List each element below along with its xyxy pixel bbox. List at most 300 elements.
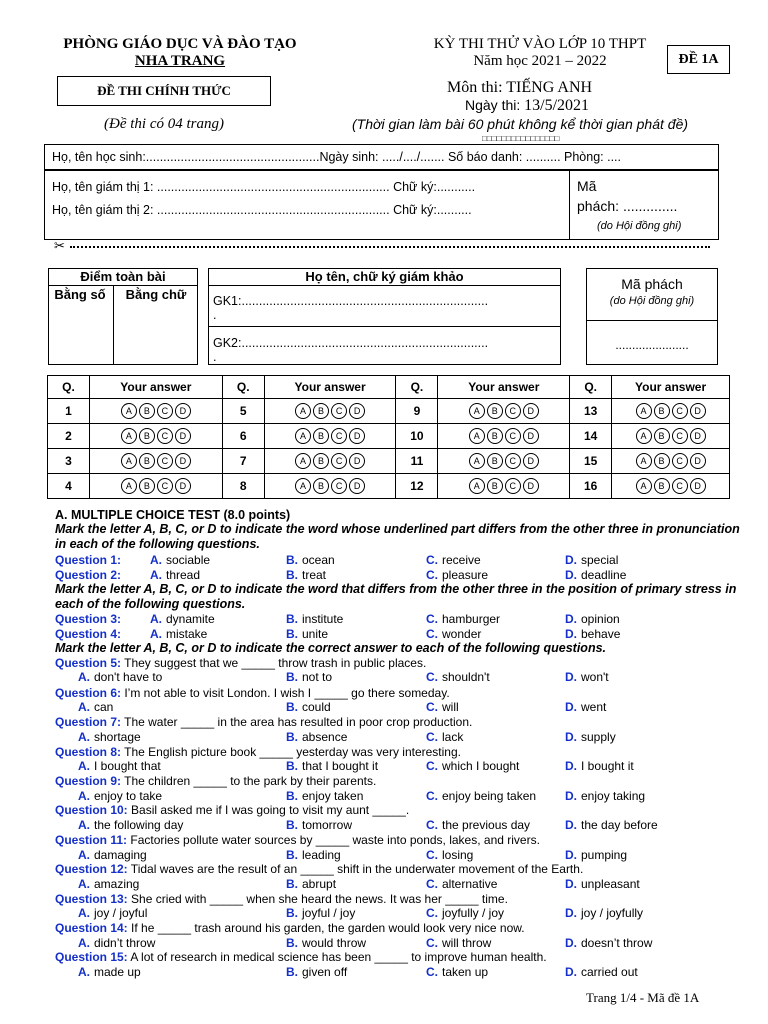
option-d[interactable]: [565, 568, 626, 582]
option-letter: D.: [565, 700, 577, 714]
option-letter: A.: [78, 670, 90, 684]
option-text: alternative: [442, 877, 498, 891]
question-4: [55, 627, 121, 641]
option-d[interactable]: [565, 877, 640, 891]
question-6: [55, 686, 450, 700]
option-letter: B.: [286, 627, 298, 641]
option-letter: C.: [426, 877, 438, 891]
answer-sheet-header: Q. Your answer Q. Your answer Q. Your answer Q. Your answer: [48, 376, 730, 399]
answer-bubble-a[interactable]: A: [469, 453, 485, 469]
answer-bubble-b[interactable]: B: [487, 428, 503, 444]
option-text: will: [442, 700, 459, 714]
option-text: joyfully / joy: [442, 906, 505, 920]
option-text: tomorrow: [302, 818, 353, 832]
option-letter: C.: [426, 670, 438, 684]
answer-bubbles: [438, 424, 570, 449]
option-b[interactable]: [286, 965, 347, 979]
option-b[interactable]: [286, 759, 378, 773]
school-year: Năm học 2021 – 2022: [473, 53, 607, 69]
question-9: [55, 774, 376, 788]
question-number: 15: [570, 449, 612, 474]
answer-bubble-c[interactable]: C: [672, 453, 688, 469]
question-text: She cried with _____ when she heard the news. It was her _____ time.: [127, 892, 508, 906]
option-text: pumping: [581, 848, 628, 862]
answer-bubble-b[interactable]: B: [654, 428, 670, 444]
answer-bubble-a[interactable]: A: [121, 478, 137, 494]
option-c[interactable]: [426, 818, 530, 832]
answer-bubble-c[interactable]: C: [505, 478, 521, 494]
answer-bubble-c[interactable]: C: [331, 403, 347, 419]
answer-bubble-b[interactable]: B: [487, 478, 503, 494]
question-3: [55, 612, 121, 626]
question-label: Question 11:: [55, 833, 128, 847]
option-a[interactable]: [78, 877, 139, 891]
question-8: [55, 745, 461, 759]
option-letter: B.: [286, 848, 298, 862]
answer-sheet: [47, 375, 730, 499]
option-d[interactable]: [565, 700, 606, 714]
option-c[interactable]: [426, 965, 488, 979]
examiners-label: Họ tên, chữ ký giám khảo: [305, 269, 464, 284]
cut-line: [70, 246, 710, 248]
option-c[interactable]: [426, 670, 490, 684]
answer-bubbles: [612, 399, 730, 424]
answer-bubble-d[interactable]: D: [349, 478, 365, 494]
question-label: Question 2:: [55, 568, 122, 582]
option-b[interactable]: [286, 612, 343, 626]
option-b[interactable]: [286, 906, 355, 920]
answer-bubbles: [264, 474, 396, 499]
supervisor-2-field[interactable]: Họ, tên giám thị 2: ................................................................... Chữ ký:..........: [52, 203, 472, 217]
option-letter: C.: [426, 818, 438, 832]
answer-bubble-a[interactable]: A: [636, 478, 652, 494]
answer-bubble-b[interactable]: B: [487, 453, 503, 469]
question-number: 2: [48, 424, 90, 449]
question-5: [55, 656, 426, 670]
question-number: 11: [396, 449, 438, 474]
answer-bubble-c[interactable]: C: [331, 453, 347, 469]
answer-bubble-c[interactable]: C: [157, 428, 173, 444]
option-letter: A.: [78, 848, 90, 862]
answer-bubble-d[interactable]: D: [523, 453, 539, 469]
answer-bubbles: [612, 424, 730, 449]
option-b[interactable]: [286, 568, 326, 582]
option-b[interactable]: [286, 936, 366, 950]
answer-bubble-d[interactable]: D: [349, 403, 365, 419]
option-text: could: [302, 700, 331, 714]
option-text: institute: [302, 612, 344, 626]
option-letter: C.: [426, 936, 438, 950]
option-letter: D.: [565, 759, 577, 773]
answer-bubble-a[interactable]: A: [121, 403, 137, 419]
option-c[interactable]: [426, 553, 481, 567]
option-text: joy / joyfully: [581, 906, 644, 920]
exam-date-line: Ngày thi: 13/5/2021: [465, 97, 590, 114]
option-a[interactable]: [78, 730, 141, 744]
option-text: not to: [302, 670, 333, 684]
answer-bubble-a[interactable]: A: [636, 453, 652, 469]
option-letter: A.: [78, 877, 90, 891]
option-d[interactable]: [565, 759, 634, 773]
option-letter: B.: [286, 700, 298, 714]
answer-sheet-row: [48, 424, 730, 449]
answer-bubble-a[interactable]: A: [469, 403, 485, 419]
option-text: joy / joyful: [94, 906, 148, 920]
option-letter: D.: [565, 936, 577, 950]
answer-sheet-row: [48, 449, 730, 474]
section-title: A. MULTIPLE CHOICE TEST (8.0 points): [55, 508, 291, 522]
exam-code-field[interactable]: ......................: [615, 338, 689, 352]
option-letter: C.: [426, 906, 438, 920]
option-letter: A.: [150, 612, 162, 626]
answer-bubbles: [89, 449, 222, 474]
option-text: would throw: [302, 936, 367, 950]
option-text: don't have to: [94, 670, 163, 684]
answer-bubble-a[interactable]: A: [295, 478, 311, 494]
total-score-label: Điểm toàn bài: [80, 269, 166, 284]
option-d[interactable]: [565, 906, 643, 920]
answer-bubble-c[interactable]: C: [331, 478, 347, 494]
score-number-label: Bằng số: [54, 287, 106, 302]
phach-field[interactable]: phách: ..............: [577, 198, 678, 214]
question-text: If he _____ trash around his garden, the garden would look very nice now.: [127, 921, 525, 935]
answer-bubbles: [264, 399, 396, 424]
option-letter: D.: [565, 730, 577, 744]
option-text: special: [581, 553, 619, 567]
question-1: [55, 553, 121, 567]
exam-code-box: ĐỀ 1A: [667, 45, 730, 74]
option-text: the previous day: [442, 818, 531, 832]
option-letter: A.: [78, 730, 90, 744]
question-label: Question 15:: [55, 950, 128, 964]
answer-bubble-d[interactable]: D: [523, 478, 539, 494]
option-a[interactable]: [78, 700, 113, 714]
answer-bubble-a[interactable]: A: [469, 428, 485, 444]
question-number: 3: [48, 449, 90, 474]
option-letter: D.: [565, 627, 577, 641]
answer-bubble-a[interactable]: A: [121, 428, 137, 444]
option-text: the following day: [94, 818, 184, 832]
answer-bubbles: [438, 399, 570, 424]
option-d[interactable]: [565, 818, 658, 832]
question-11: [55, 833, 540, 847]
option-text: ocean: [302, 553, 335, 567]
option-a[interactable]: [78, 906, 147, 920]
option-letter: B.: [286, 670, 298, 684]
option-a[interactable]: [78, 965, 141, 979]
question-label: Question 3:: [55, 612, 122, 626]
question-label: Question 9:: [55, 774, 122, 788]
scissors-icon: ✂: [54, 238, 65, 253]
time-note: (Thời gian làm bài 60 phút không kể thời gian phát đề): [352, 116, 689, 132]
option-letter: A.: [78, 965, 90, 979]
department-name: PHÒNG GIÁO DỤC VÀ ĐÀO TẠO: [63, 36, 297, 52]
option-b[interactable]: [286, 848, 341, 862]
option-d[interactable]: [565, 612, 620, 626]
option-text: given off: [302, 965, 348, 979]
option-c[interactable]: [426, 936, 491, 950]
question-text: The English picture book _____ yesterday was very interesting.: [121, 745, 461, 759]
answer-bubble-c[interactable]: C: [157, 453, 173, 469]
option-text: wonder: [442, 627, 482, 641]
option-c[interactable]: [426, 568, 488, 582]
question-number: 12: [396, 474, 438, 499]
option-c[interactable]: [426, 612, 500, 626]
option-a[interactable]: [78, 759, 161, 773]
option-text: unite: [302, 627, 329, 641]
option-a[interactable]: [78, 936, 155, 950]
question-text: Factories pollute water sources by _____ waste into ponds, lakes, and rivers.: [127, 833, 540, 847]
option-text: pleasure: [442, 568, 489, 582]
answer-bubble-b[interactable]: B: [313, 453, 329, 469]
option-letter: D.: [565, 670, 577, 684]
option-letter: C.: [426, 568, 438, 582]
subject-line: Môn thi: TIẾNG ANH: [447, 79, 593, 96]
option-c[interactable]: [426, 848, 473, 862]
answer-bubble-d[interactable]: D: [349, 428, 365, 444]
answer-bubble-a[interactable]: A: [469, 478, 485, 494]
option-d[interactable]: [565, 553, 618, 567]
examiner-2-field[interactable]: GK2:.......................................................................: [213, 336, 489, 350]
option-b[interactable]: [286, 730, 347, 744]
answer-bubble-b[interactable]: B: [313, 428, 329, 444]
option-d[interactable]: [565, 848, 627, 862]
answer-bubble-a[interactable]: A: [295, 428, 311, 444]
option-a[interactable]: [150, 612, 215, 626]
exam-code-note: (do Hội đồng ghi): [609, 295, 695, 307]
option-text: made up: [94, 965, 141, 979]
answer-bubbles: [612, 474, 730, 499]
question-number: 1: [48, 399, 90, 424]
option-d[interactable]: [565, 627, 620, 641]
answer-bubble-b[interactable]: B: [139, 428, 155, 444]
option-a[interactable]: [78, 670, 162, 684]
question-number: 4: [48, 474, 90, 499]
answer-bubble-d[interactable]: D: [523, 403, 539, 419]
answer-bubble-a[interactable]: A: [121, 453, 137, 469]
option-letter: B.: [286, 906, 298, 920]
question-12: [55, 862, 583, 876]
answer-bubble-b[interactable]: B: [487, 403, 503, 419]
option-b[interactable]: [286, 553, 335, 567]
supervisor-1-field[interactable]: Họ, tên giám thị 1: ................................................................... Chữ ký:...........: [52, 180, 476, 194]
option-b[interactable]: [286, 627, 328, 641]
option-text: leading: [302, 848, 341, 862]
option-c[interactable]: [426, 700, 459, 714]
answer-bubble-d[interactable]: D: [690, 403, 706, 419]
option-letter: D.: [565, 612, 577, 626]
option-b[interactable]: [286, 818, 352, 832]
option-text: sociable: [166, 553, 211, 567]
answer-bubbles: [89, 399, 222, 424]
option-text: can: [94, 700, 114, 714]
option-text: supply: [581, 730, 616, 744]
examiner-1-field[interactable]: GK1:.......................................................................: [213, 294, 489, 308]
option-c[interactable]: [426, 789, 536, 803]
option-b[interactable]: [286, 877, 336, 891]
answer-bubble-c[interactable]: C: [331, 428, 347, 444]
option-text: enjoy to take: [94, 789, 163, 803]
question-text: The water _____ in the area has resulted in poor crop production.: [121, 715, 473, 729]
answer-bubble-d[interactable]: D: [175, 428, 191, 444]
question-number: 13: [570, 399, 612, 424]
answer-bubble-d[interactable]: D: [690, 453, 706, 469]
option-letter: C.: [426, 700, 438, 714]
option-text: shouldn't: [442, 670, 490, 684]
option-text: doesn’t throw: [581, 936, 653, 950]
option-c[interactable]: [426, 730, 463, 744]
option-a[interactable]: [150, 568, 200, 582]
answer-bubble-b[interactable]: B: [139, 453, 155, 469]
option-d[interactable]: [565, 670, 609, 684]
option-letter: B.: [286, 877, 298, 891]
answer-bubble-b[interactable]: B: [139, 403, 155, 419]
answer-bubble-d[interactable]: D: [690, 478, 706, 494]
option-c[interactable]: [426, 759, 519, 773]
answer-bubble-a[interactable]: A: [295, 453, 311, 469]
option-text: didn’t throw: [94, 936, 156, 950]
option-a[interactable]: [78, 789, 162, 803]
option-text: treat: [302, 568, 327, 582]
option-letter: A.: [78, 759, 90, 773]
city-name: NHA TRANG: [134, 53, 226, 69]
option-a[interactable]: [150, 627, 207, 641]
question-7: [55, 715, 472, 729]
question-number: 9: [396, 399, 438, 424]
answer-bubble-b[interactable]: B: [313, 478, 329, 494]
answer-bubble-d[interactable]: D: [175, 478, 191, 494]
answer-bubble-d[interactable]: D: [690, 428, 706, 444]
answer-bubbles: [264, 424, 396, 449]
answer-bubble-c[interactable]: C: [157, 478, 173, 494]
option-text: I bought that: [94, 759, 161, 773]
option-a[interactable]: [78, 818, 183, 832]
answer-bubble-c[interactable]: C: [672, 428, 688, 444]
option-text: went: [581, 700, 607, 714]
question-text: I’m not able to visit London. I wish I _____ go there someday.: [121, 686, 450, 700]
answer-bubble-a[interactable]: A: [295, 403, 311, 419]
answer-bubble-c[interactable]: C: [672, 403, 688, 419]
option-text: dynamite: [166, 612, 215, 626]
question-number: 10: [396, 424, 438, 449]
question-text: The children _____ to the park by their parents.: [121, 774, 377, 788]
option-text: amazing: [94, 877, 140, 891]
question-text: Basil asked me if I was going to visit my aunt _____.: [127, 803, 410, 817]
option-a[interactable]: [150, 553, 210, 567]
exam-code-label: Mã phách: [621, 276, 683, 292]
option-letter: A.: [150, 553, 162, 567]
question-14: [55, 921, 525, 935]
question-label: Question 12:: [55, 862, 128, 876]
official-exam-box: ĐỀ THI CHÍNH THỨC: [57, 76, 271, 106]
answer-bubble-d[interactable]: D: [523, 428, 539, 444]
option-c[interactable]: [426, 906, 504, 920]
question-number: 7: [222, 449, 264, 474]
answer-bubble-b[interactable]: B: [139, 478, 155, 494]
option-text: taken up: [442, 965, 489, 979]
option-letter: C.: [426, 848, 438, 862]
answer-bubble-c[interactable]: C: [505, 428, 521, 444]
question-label: Question 5:: [55, 656, 122, 670]
option-b[interactable]: [286, 700, 331, 714]
answer-bubble-d[interactable]: D: [175, 403, 191, 419]
option-a[interactable]: [78, 848, 147, 862]
answer-bubble-b[interactable]: B: [654, 403, 670, 419]
question-number: 16: [570, 474, 612, 499]
answer-bubbles: [89, 474, 222, 499]
option-letter: A.: [150, 568, 162, 582]
answer-bubble-c[interactable]: C: [157, 403, 173, 419]
answer-sheet-row: [48, 399, 730, 424]
answer-bubble-b[interactable]: B: [654, 478, 670, 494]
question-text: Tidal waves are the result of an _____ shift in the underwater movement of the Earth.: [127, 862, 584, 876]
instruction-stress: Mark the letter A, B, C, or D to indicate the word that differs from the other three in the position of primary stress in each of the following questions.: [55, 582, 737, 611]
decorative-squares: □□□□□□□□□□□□□□□□: [482, 134, 560, 143]
answer-bubble-b[interactable]: B: [654, 453, 670, 469]
option-b[interactable]: [286, 670, 332, 684]
option-letter: D.: [565, 906, 577, 920]
option-text: enjoy being taken: [442, 789, 537, 803]
option-d[interactable]: [565, 965, 638, 979]
option-letter: A.: [78, 906, 90, 920]
option-text: losing: [442, 848, 474, 862]
option-letter: A.: [78, 818, 90, 832]
answer-bubbles: [438, 474, 570, 499]
student-info-fields[interactable]: Họ, tên học sinh:..................................................Ngày sinh: ...../..../....... Số báo danh: .......... Phòng: ....: [52, 150, 621, 164]
option-text: won't: [581, 670, 609, 684]
answer-bubble-c[interactable]: C: [672, 478, 688, 494]
answer-bubble-c[interactable]: C: [505, 403, 521, 419]
answer-bubbles: [612, 449, 730, 474]
option-c[interactable]: [426, 877, 497, 891]
supervisor-divider: [569, 170, 570, 240]
answer-bubble-a[interactable]: A: [636, 403, 652, 419]
answer-bubble-c[interactable]: C: [505, 453, 521, 469]
option-letter: A.: [150, 627, 162, 641]
option-letter: B.: [286, 568, 298, 582]
option-c[interactable]: [426, 627, 481, 641]
answer-bubble-d[interactable]: D: [349, 453, 365, 469]
option-d[interactable]: [565, 936, 652, 950]
question-label: Question 7:: [55, 715, 122, 729]
pages-note: (Đề thi có 04 trang): [104, 116, 224, 132]
option-letter: A.: [78, 789, 90, 803]
answer-bubble-d[interactable]: D: [175, 453, 191, 469]
answer-bubble-b[interactable]: B: [313, 403, 329, 419]
option-letter: C.: [426, 965, 438, 979]
question-text: They suggest that we _____ throw trash in public places.: [121, 656, 427, 670]
option-text: unpleasant: [581, 877, 640, 891]
option-letter: B.: [286, 965, 298, 979]
answer-bubble-a[interactable]: A: [636, 428, 652, 444]
option-d[interactable]: [565, 789, 645, 803]
option-text: receive: [442, 553, 481, 567]
option-d[interactable]: [565, 730, 616, 744]
option-letter: D.: [565, 877, 577, 891]
option-text: which I bought: [442, 759, 520, 773]
option-b[interactable]: [286, 789, 363, 803]
option-text: hamburger: [442, 612, 501, 626]
question-label: Question 1:: [55, 553, 122, 567]
ma-phach-label: Mã: [577, 178, 597, 194]
option-text: carried out: [581, 965, 638, 979]
question-15: [55, 950, 547, 964]
option-text: joyful / joy: [302, 906, 356, 920]
option-letter: C.: [426, 789, 438, 803]
option-text: that I bought it: [302, 759, 379, 773]
question-label: Question 6:: [55, 686, 122, 700]
option-text: thread: [166, 568, 201, 582]
